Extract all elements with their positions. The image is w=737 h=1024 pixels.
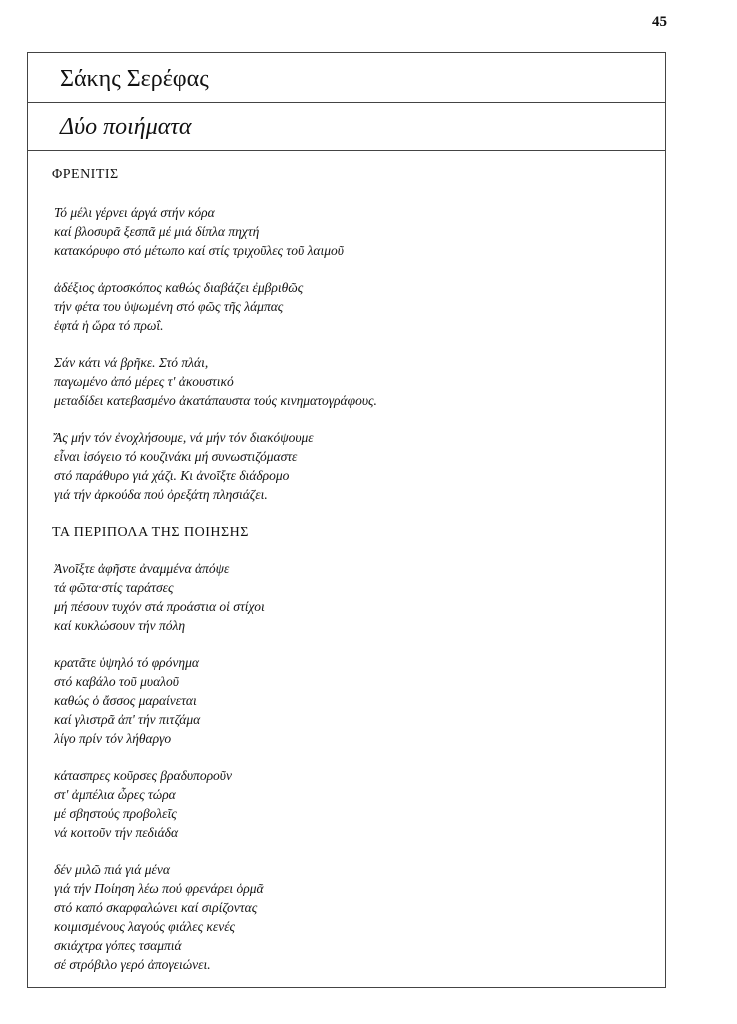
poem-line: παγωμένο ἀπό μέρες τ' ἀκουστικό <box>54 374 234 389</box>
poem-line: κάτασπρες κοῦρσες βραδυποροῦν <box>54 768 232 783</box>
subtitle-header <box>28 103 665 151</box>
poem-line: τά φῶτα·στίς ταράτσες <box>54 580 174 595</box>
poem-line: ἀδέξιος ἀρτοσκόπος καθώς διαβάζει ἐμβριθῶς <box>54 280 304 295</box>
poem-line: νά κοιτοῦν τήν πεδιάδα <box>54 825 179 840</box>
poem-line: Ἄς μήν τόν ἐνοχλήσουμε, νά μήν τόν διακόψουμε <box>54 430 314 445</box>
poem-line: καθώς ὁ ἄσσος μαραίνεται <box>54 693 197 708</box>
content-frame <box>27 52 666 988</box>
poem-line: στ' ἀμπέλια ὧρες τώρα <box>54 787 176 802</box>
author-header <box>28 53 665 103</box>
poem-line: Ἀνοῖξτε ἀφῆστε ἀναμμένα ἀπόψε <box>54 561 230 576</box>
poem-line: μεταδίδει κατεβασμένο ἀκατάπαυστα τούς κινηματογράφους. <box>54 393 377 408</box>
poem-line: γιά τήν ἀρκούδα πού ὀρεξάτη πλησιάζει. <box>54 487 268 502</box>
poem-line: καί γλιστρᾶ ἀπ' τήν πιτζάμα <box>54 712 201 727</box>
poem-line: μή πέσουν τυχόν στά προάστια οἱ στίχοι <box>54 599 265 614</box>
poem-line: Σάν κάτι νά βρῆκε. Στό πλάι, <box>54 355 209 370</box>
poem-line: σκιάχτρα γόπες τσαμπιά <box>54 938 182 953</box>
poem-line: καί βλοσυρᾶ ξεσπᾶ μέ μιά δίπλα πηχτή <box>54 224 260 239</box>
poem-title: ΤΑ ΠΕΡΙΠΟΛΑ ΤΗΣ ΠΟΙΗΣΗΣ <box>52 525 249 540</box>
poem-line: στό καπό σκαρφαλώνει καί σιρίζοντας <box>54 900 258 915</box>
author-name: Σάκης Σερέφας <box>60 66 209 92</box>
poem-line: στό παράθυρο γιά χάζι. Κι ἀνοῖξτε διάδρομο <box>54 468 290 483</box>
poem-line: γιά τήν Ποίηση λέω πού φρενάρει ὁρμᾶ <box>54 881 264 896</box>
poem-line: κατακόρυφο στό μέτωπο καί στίς τριχοῦλες τοῦ λαιμοῦ <box>54 243 344 258</box>
poem-line: κοιμισμένους λαγούς φιάλες κενές <box>54 919 236 934</box>
page-number: 45 <box>652 14 667 30</box>
poem-line: λίγο πρίν τόν λήθαργο <box>54 731 172 746</box>
poem-line: τήν φέτα του ὑψωμένη στό φῶς τῆς λάμπας <box>54 299 284 314</box>
poem-line: Τό μέλι γέρνει άργά στήν κόρα <box>54 205 215 220</box>
poem-line: σέ στρόβιλο γερό ἀπογειώνει. <box>54 957 211 972</box>
poem-line: στό καβάλο τοῦ μυαλοῦ <box>54 674 179 689</box>
poem-title: ΦΡΕΝΙΤΙΣ <box>52 167 119 182</box>
poem-line: δέν μιλῶ πιά γιά μένα <box>54 862 170 877</box>
poem-line: εἶναι ἰσόγειο τό κουζινάκι μή συνωστιζόμαστε <box>54 449 298 464</box>
collection-subtitle: Δύο ποιήματα <box>60 114 192 140</box>
poem-line: μέ σβηστούς προβολεῖς <box>54 806 177 821</box>
poem-line: ἑφτά ἡ ὥρα τό πρωΐ. <box>54 318 164 333</box>
poem-line: καί κυκλώσουν τήν πόλη <box>54 618 186 633</box>
poem-line: κρατᾶτε ὑψηλό τό φρόνημα <box>54 655 199 670</box>
